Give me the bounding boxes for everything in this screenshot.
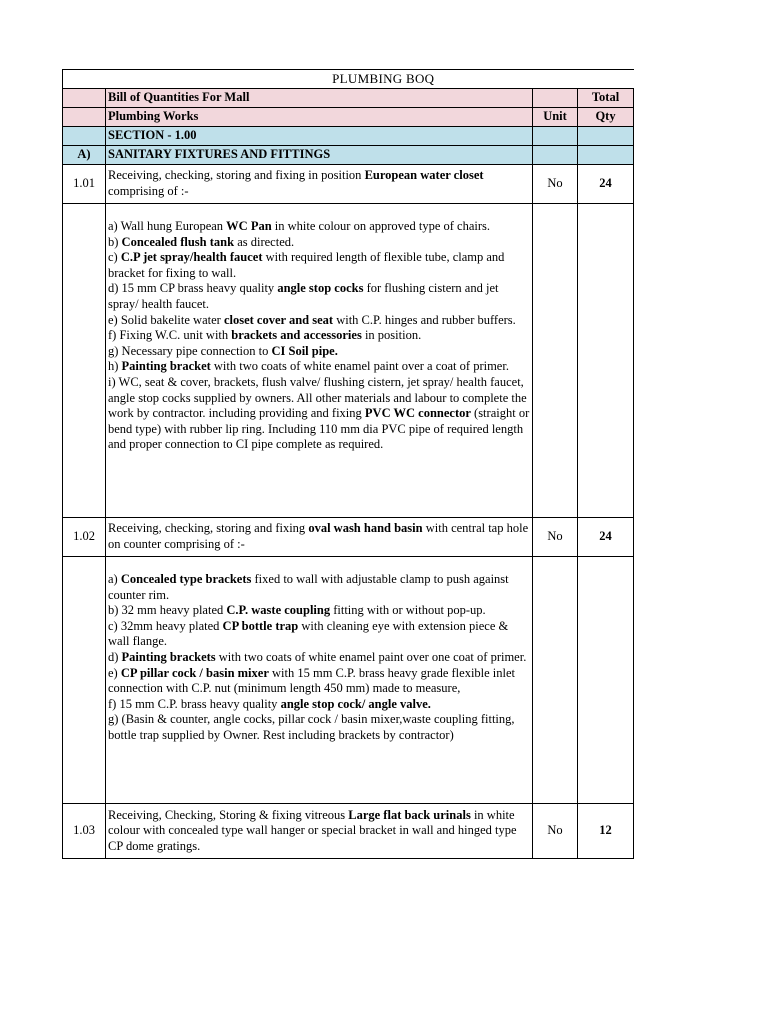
section-label: SECTION - 1.00: [106, 127, 533, 146]
header-blank-cell: [63, 108, 106, 127]
bill-title: Bill of Quantities For Mall: [106, 89, 533, 108]
qty-label: Qty: [578, 108, 634, 127]
page-title: PLUMBING BOQ: [332, 71, 435, 87]
item-detail-row: [63, 557, 634, 804]
item-description: [106, 804, 533, 859]
detail-blank-cell: [578, 557, 634, 804]
detail-blank-cell: [63, 204, 106, 518]
detail-line: a) Concealed type brackets fixed to wall with adjustable clamp to push against counter rim.: [108, 572, 509, 602]
detail-line: f) 15 mm C.P. brass heavy quality angle stop cock/ angle valve.: [108, 696, 431, 711]
item-unit: No: [533, 518, 578, 557]
unit-label: Unit: [533, 108, 578, 127]
detail-blank-cell: [63, 557, 106, 804]
detail-line: b) 32 mm heavy plated C.P. waste coupling fitting with or without pop-up.: [108, 603, 486, 618]
detail-line: c) C.P jet spray/health faucet with required length of flexible tube, clamp and bracket for fixing to wall.: [108, 250, 505, 280]
desc-text: with central tap hole on counter comprising of :-: [108, 521, 529, 551]
item-details: [106, 557, 533, 804]
detail-line: i) WC, seat & cover, brackets, flush valve/ flushing cistern, jet spray/ health faucet, angle stop cocks supplied by owners. All other materials and labour to complete the work by contractor. including providing and fixing PVC WC connector (straight or bend type) with rubber lip ring. Including 110 mm dia PVC pipe of required length and proper connection to CI pipe complete as required.: [108, 374, 530, 452]
detail-line: a) Wall hung European WC Pan in white colour on approved type of chairs.: [108, 219, 491, 233]
desc-bold: European water closet: [364, 168, 484, 183]
desc-text: comprising of :-: [108, 184, 189, 198]
item-detail-row: [63, 204, 634, 518]
section-blank-cell: [63, 127, 106, 146]
desc-text: Receiving, checking, storing and fixing: [108, 521, 309, 536]
detail-line: h) Painting bracket with two coats of white enamel paint over a coat of primer.: [108, 359, 509, 374]
item-description: [106, 165, 533, 204]
detail-line: b) Concealed flush tank as directed.: [108, 234, 295, 249]
total-label: Total: [578, 89, 634, 108]
detail-blank-cell: [533, 204, 578, 518]
desc-bold: oval wash hand basin: [308, 521, 423, 536]
desc-text: in white colour with concealed type wall hanger or special bracket in wall and hinged type CP dome gratings.: [108, 807, 517, 853]
item-number: 1.02: [63, 518, 106, 557]
group-title: SANITARY FIXTURES AND FITTINGS: [106, 146, 533, 165]
group-blank-cell: [578, 146, 634, 165]
item-row: [63, 165, 634, 204]
item-number: 1.03: [63, 804, 106, 859]
detail-line: e) Solid bakelite water closet cover and seat with C.P. hinges and rubber buffers.: [108, 312, 516, 327]
title-row: [63, 70, 634, 89]
item-qty: 24: [578, 518, 634, 557]
section-blank-cell: [533, 127, 578, 146]
detail-line: g) Necessary pipe connection to CI Soil pipe.: [108, 343, 338, 358]
item-number: 1.01: [63, 165, 106, 204]
detail-line: g) (Basin & counter, angle cocks, pillar cock / basin mixer,waste coupling fitting, bottle trap supplied by Owner. Rest including brackets by contractor): [108, 712, 515, 742]
detail-line: f) Fixing W.C. unit with brackets and accessories in position.: [108, 328, 422, 343]
detail-line: d) 15 mm CP brass heavy quality angle stop cocks for flushing cistern and jet spray/ health faucet.: [108, 281, 499, 311]
item-row: [63, 804, 634, 859]
detail-blank-cell: [533, 557, 578, 804]
group-row: [63, 146, 634, 165]
desc-bold: Large flat back urinals: [348, 807, 471, 822]
detail-line: d) Painting brackets with two coats of white enamel paint over one coat of primer.: [108, 649, 527, 664]
header-row-2: [63, 108, 634, 127]
header-blank-cell: [63, 89, 106, 108]
desc-text: Receiving, Checking, Storing & fixing vitreous: [108, 807, 349, 822]
boq-table: [62, 69, 634, 859]
item-description: [106, 518, 533, 557]
group-number: A): [63, 146, 106, 165]
item-row: [63, 518, 634, 557]
item-unit: No: [533, 165, 578, 204]
section-row: [63, 127, 634, 146]
detail-line: c) 32mm heavy plated CP bottle trap with cleaning eye with extension piece & wall flange.: [108, 618, 509, 649]
section-blank-cell: [578, 127, 634, 146]
item-qty: 24: [578, 165, 634, 204]
item-details: [106, 204, 533, 518]
item-qty: 12: [578, 804, 634, 859]
detail-blank-cell: [578, 204, 634, 518]
header-row-1: [63, 89, 634, 108]
item-unit: No: [533, 804, 578, 859]
subtitle: Plumbing Works: [106, 108, 533, 127]
group-blank-cell: [533, 146, 578, 165]
header-blank-cell: [533, 89, 578, 108]
desc-text: Receiving, checking, storing and fixing in position: [108, 168, 365, 183]
detail-line: e) CP pillar cock / basin mixer with 15 mm C.P. brass heavy grade flexible inlet connection with C.P. nut (minimum length 450 mm) made to measure,: [108, 665, 516, 696]
